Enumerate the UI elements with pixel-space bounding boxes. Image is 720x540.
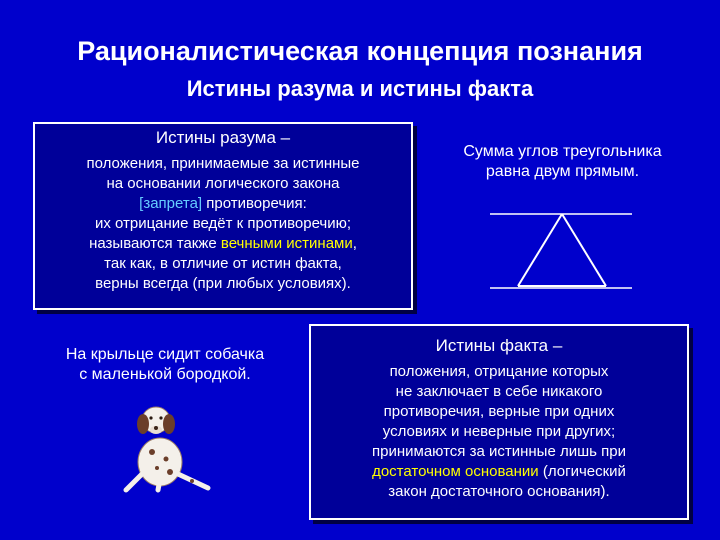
fact-line-2: не заключает в себе никакого bbox=[395, 383, 603, 400]
reason-line-5 bbox=[41, 234, 405, 254]
dog-ear-left bbox=[137, 414, 149, 434]
dog-spot bbox=[167, 469, 173, 475]
triangle-illustration bbox=[488, 210, 634, 292]
fact-line-7: закон достаточного основания). bbox=[388, 483, 610, 500]
reason-line-6: так как, в отличие от истин факта, bbox=[104, 255, 342, 272]
triangle-example-line-2: равна двум прямым. bbox=[485, 163, 640, 180]
dog-eye-right bbox=[159, 416, 162, 419]
slide-title: Рационалистическая концепция познания bbox=[77, 36, 643, 66]
triangle-right-side bbox=[562, 214, 606, 286]
reason-line-7: верны всегда (при любых условиях). bbox=[95, 275, 351, 292]
dog-illustration bbox=[112, 404, 216, 494]
fact-line-1: положения, отрицание которых bbox=[389, 363, 609, 380]
fact-line-6-rest: (логический bbox=[538, 463, 626, 480]
reason-line-1: положения, принимаемые за истинные bbox=[86, 155, 360, 172]
reason-line-3-rest: противоречия: bbox=[202, 195, 307, 212]
eternal-truths-term: вечными истинами bbox=[220, 235, 353, 252]
dog-spot bbox=[190, 479, 194, 483]
dog-spot bbox=[164, 457, 169, 462]
dog-nose bbox=[154, 426, 158, 430]
dog-example-line-2: с маленькой бородкой. bbox=[79, 366, 251, 383]
fact-line-4: условиях и неверные при других; bbox=[382, 423, 616, 440]
fact-line-5: принимаются за истинные лишь при bbox=[372, 443, 626, 460]
triangle-example-line-1: Сумма углов треугольника bbox=[463, 143, 662, 160]
reason-line-4: их отрицание ведёт к противоречию; bbox=[94, 215, 352, 232]
sufficient-reason-term: достаточном основании bbox=[372, 463, 539, 480]
fact-line-3: противоречия, верные при одних bbox=[383, 403, 615, 420]
triangle-example-text bbox=[430, 142, 695, 182]
truths-of-reason-box bbox=[33, 122, 413, 310]
truths-of-fact-heading: Истины факта – bbox=[435, 336, 563, 355]
dog-spot bbox=[155, 466, 159, 470]
truths-of-reason-heading: Истины разума – bbox=[155, 128, 291, 147]
dog-example-line-1: На крыльце сидит собачка bbox=[65, 346, 265, 363]
prohibition-term: [запрета] bbox=[139, 195, 203, 212]
reason-line-3 bbox=[41, 194, 405, 214]
reason-line-5-pre: называются также bbox=[89, 235, 221, 252]
dog-eye-left bbox=[149, 416, 152, 419]
dog-spot bbox=[149, 449, 155, 455]
dog-example-text bbox=[30, 345, 300, 385]
reason-line-5-post: , bbox=[352, 235, 357, 252]
fact-line-6 bbox=[317, 462, 681, 482]
slide-subtitle: Истины разума и истины факта bbox=[186, 76, 534, 101]
dog-ear-right bbox=[163, 414, 175, 434]
triangle-left-side bbox=[518, 214, 562, 286]
reason-line-2: на основании логического закона bbox=[106, 175, 340, 192]
truths-of-fact-box bbox=[309, 324, 689, 520]
